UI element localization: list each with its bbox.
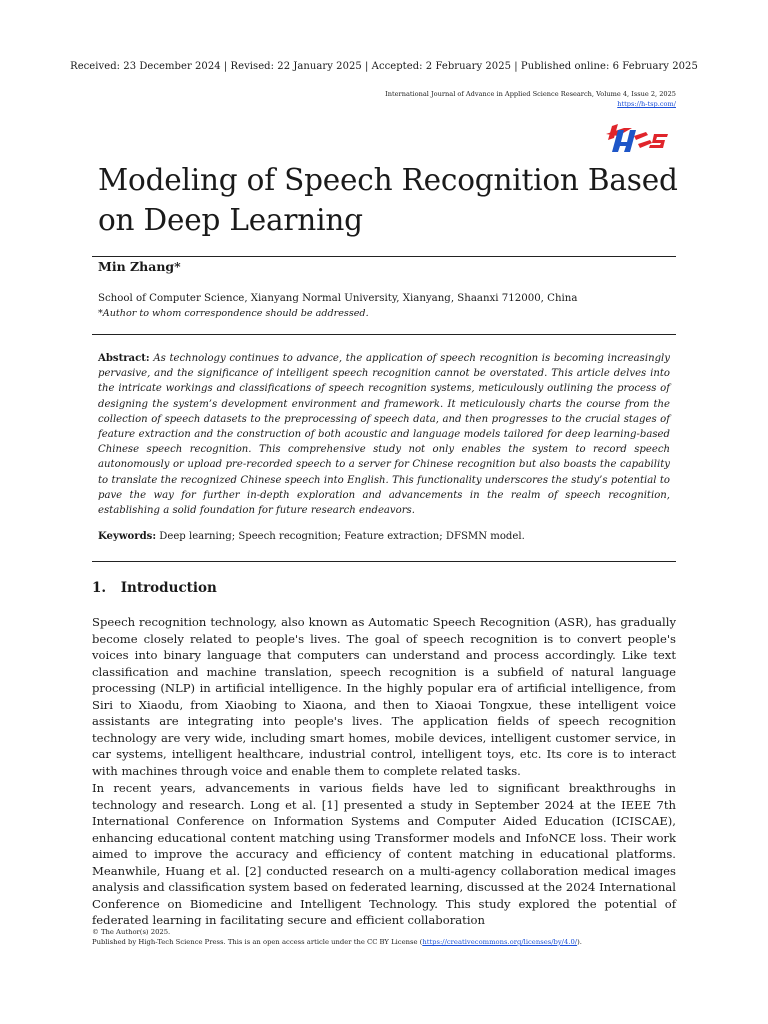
section-number: 1. — [92, 580, 107, 596]
paragraph: Speech recognition technology, also known as Automatic Speech Recognition (ASR), has gradually become closely related to people's lives. The goal of speech recognition is to convert people's voices into binary language that computers can understand and process accordingly. Like text classification and machine translation, speech recognition is a subfield of natural language processing (NLP) in artificial intelligence. In the highly popular era of artificial intelligence, from Siri to Xiaodu, from Xiaobing to Xiaona, and then to Xiaoai Tongxue, these intelligent voice assistants are integrating into people's lives. The application fields of speech recognition technology are very wide, including smart homes, mobile devices, intelligent customer service, in car systems, intelligent healthcare, industrial control, intelligent toys, etc. Its core is to interact with machines through voice and enable them to complete related tasks. — [92, 615, 676, 778]
copyright: © The Author(s) 2025. — [92, 928, 171, 936]
license-suffix: ). — [577, 938, 582, 946]
author-name: Min Zhang* — [98, 259, 181, 274]
keywords-label: Keywords: — [98, 531, 157, 542]
footer — [92, 927, 582, 947]
hts-logo-icon — [604, 122, 670, 156]
keywords-text: Deep learning; Speech recognition; Feature extraction; DFSMN model. — [159, 531, 525, 542]
abstract-label: Abstract: — [98, 353, 150, 364]
abstract-text: As technology continues to advance, the application of speech recognition is becoming increasingly pervasive, and the significance of intelligent speech recognition cannot be overstated. This article delves into the intricate workings and classifications of speech recognition systems, meticulously outlining the process of designing the system’s development environment and framework. It meticulously charts the course from the collection of speech datasets to the preprocessing of speech data, and then progresses to the crucial stages of feature extraction and the construction of both acoustic and language models tailored for deep learning-based Chinese speech recognition. This comprehensive study not only enables the system to record speech autonomously or upload pre-recorded speech to a server for Chinese recognition but also boasts the capability to translate the recognized Chinese speech into English. This functionality underscores the study’s potential to pave the way for further in-depth exploration and advancements in the realm of speech recognition, establishing a solid foundation for future research endeavors. — [98, 353, 670, 517]
section-heading — [92, 580, 217, 596]
title-divider — [92, 256, 676, 257]
journal-info — [385, 89, 676, 109]
journal-link[interactable]: https://h-tsp.com/ — [617, 100, 676, 108]
affiliation-divider — [92, 334, 676, 335]
journal-name: International Journal of Advance in Applied Science Research, Volume 4, Issue 2, 2025 — [385, 90, 676, 98]
correspondence-note: *Author to whom correspondence should be addressed. — [98, 308, 369, 319]
paragraph: In recent years, advancements in various fields have led to significant breakthroughs in technology and research. Long et al. [1] presented a study in September 2024 at the IEEE 7th International Conference on Information Systems and Computer Aided Education (ICISCAE), enhancing educational content matching using Transformer models and InfoNCE loss. Their work aimed to improve the accuracy and efficiency of content matching in educational platforms. Meanwhile, Huang et al. [2] conducted research on a multi-agency collaboration medical images analysis and classification system based on federated learning, discussed at the 2024 International Conference on Biomedicine and Intelligent Technology. This study explored the potential of federated learning in facilitating secure and efficient collaboration — [92, 781, 676, 927]
paper-title: Modeling of Speech Recognition Based on Deep Learning — [98, 163, 678, 237]
affiliation-block — [98, 291, 577, 321]
affiliation: School of Computer Science, Xianyang Normal University, Xianyang, Shaanxi 712000, China — [98, 293, 578, 304]
section-title: Introduction — [120, 580, 217, 596]
license-prefix: Published by High-Tech Science Press. This is an open access article under the CC BY License ( — [92, 938, 423, 946]
publication-dates: Received: 23 December 2024 | Revised: 22 January 2025 | Accepted: 2 February 2025 | Published online: 6 February 2025 — [70, 61, 698, 72]
keywords — [98, 531, 525, 542]
license-line — [92, 937, 582, 947]
keywords-divider — [92, 561, 676, 562]
license-link[interactable]: https://creativecommons.org/licenses/by/4.0/ — [422, 938, 578, 946]
abstract — [98, 351, 670, 518]
